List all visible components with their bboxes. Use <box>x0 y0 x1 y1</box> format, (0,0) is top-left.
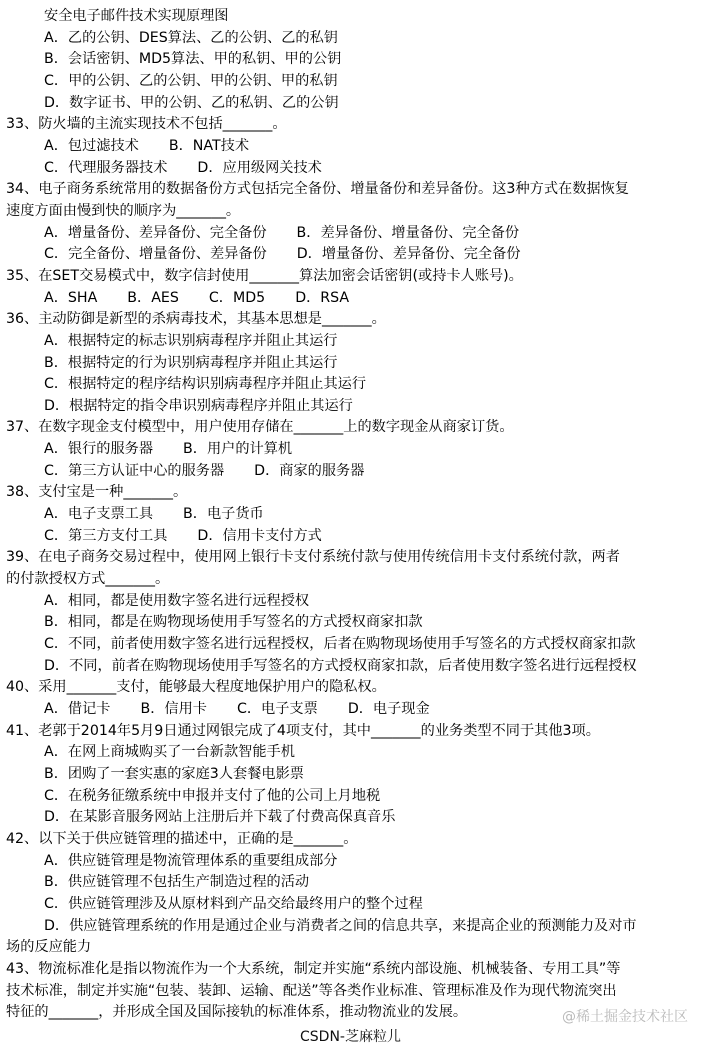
question-line <box>0 309 710 331</box>
option-line <box>0 656 710 678</box>
line-text: D．数字证书、甲的公钥、乙的私钥、乙的公钥 <box>44 94 339 111</box>
option-line <box>0 223 710 245</box>
option-line <box>0 136 710 158</box>
line-text: 41、老郭于2014年5月9日通过网银完成了4项支付，其中_______的业务类型不同于其他3项。 <box>6 722 600 739</box>
option-line <box>0 591 710 613</box>
line-text: C．MD5 <box>208 289 266 306</box>
question-line <box>0 937 710 959</box>
line-text: C．第三方支付工具 <box>44 527 168 544</box>
line-text: A．乙的公钥、DES算法、乙的公钥、乙的私钥 <box>44 29 338 46</box>
line-text: A．在网上商城购买了一台新款智能手机 <box>44 744 295 761</box>
option-line <box>0 916 710 938</box>
question-line <box>0 547 710 569</box>
line-text: D．不同，前者在购物现场使用手写签名的方式授权商家扣款，后者使用数字签名进行远程授权 <box>44 657 637 674</box>
line-text: D．RSA <box>295 289 350 306</box>
line-text: 场的反应能力 <box>6 939 92 956</box>
line-text: C．代理服务器技术 <box>44 159 168 176</box>
line-text: B．差异备份、增量备份、完全备份 <box>296 224 520 241</box>
line-text: D．信用卡支付方式 <box>197 527 322 544</box>
option-line <box>0 807 710 829</box>
line-text: C．甲的公钥、乙的公钥、甲的公钥、甲的私钥 <box>44 72 338 89</box>
line-text: A．根据特定的标志识别病毒程序并阻止其运行 <box>44 332 338 349</box>
line-text: C．供应链管理涉及从原材料到产品交给最终用户的整个过程 <box>44 895 423 912</box>
line-text: 34、电子商务系统常用的数据备份方式包括完全备份、增量备份和差异备份。这3种方式在数据恢复 <box>6 181 629 198</box>
question-line <box>0 721 710 743</box>
option-line <box>0 851 710 873</box>
line-text: A．借记卡 <box>44 701 111 717</box>
question-line <box>0 677 710 699</box>
line-text: 35、在SET交易模式中，数字信封使用_______算法加密会话密钥(或持卡人账号)。 <box>6 267 523 284</box>
line-text: D．电子现金 <box>347 701 430 717</box>
line-text: A．增量备份、差异备份、完全备份 <box>44 224 267 241</box>
option-line <box>0 374 710 396</box>
line-text: B．用户的计算机 <box>183 441 293 458</box>
line-text: D．应用级网关技术 <box>197 159 322 176</box>
line-text: D．供应链管理系统的作用是通过企业与消费者之间的信息共享，来提高企业的预测能力及对市 <box>44 917 637 934</box>
line-text: B．电子货币 <box>183 506 264 523</box>
line-text: A．银行的服务器 <box>44 441 154 458</box>
line-text: A．电子支票工具 <box>44 506 154 523</box>
option-line <box>0 786 710 808</box>
csdn-author-footer: CSDN-芝麻粒儿 <box>300 1029 401 1045</box>
line-text: B．NAT技术 <box>168 137 250 154</box>
option-line <box>0 764 710 786</box>
question-line <box>0 201 710 223</box>
watermark-text: @稀土掘金技术社区 <box>562 1009 688 1025</box>
line-text: 速度方面由慢到快的顺序为_______。 <box>6 202 241 219</box>
option-line <box>0 49 710 71</box>
option-line <box>0 244 710 266</box>
line-text: C．在税务征缴系统中申报并支付了他的公司上月地税 <box>44 787 381 804</box>
line-text: A．供应链管理是物流管理体系的重要组成部分 <box>44 852 338 869</box>
line-text: B．AES <box>127 289 179 306</box>
option-line <box>0 158 710 180</box>
question-line <box>0 417 710 439</box>
question-line <box>0 6 710 28</box>
option-line <box>0 28 710 50</box>
line-text: C．电子支票 <box>236 701 318 717</box>
line-text: 安全电子邮件技术实现原理图 <box>44 8 229 24</box>
line-text: B．根据特定的行为识别病毒程序并阻止其运行 <box>44 354 338 371</box>
line-text: B．供应链管理不包括生产制造过程的活动 <box>44 874 310 891</box>
option-line <box>0 353 710 375</box>
line-text: C．不同，前者使用数字签名进行远程授权，后者在购物现场使用手写签名的方式授权商家扣款 <box>44 636 636 653</box>
question-line <box>0 569 710 591</box>
question-line <box>0 981 710 1003</box>
line-text: B．相同，都是在购物现场使用手写签名的方式授权商家扣款 <box>44 614 423 631</box>
question-line <box>0 829 710 851</box>
line-text: 36、主动防御是新型的杀病毒技术，其基本思想是_______。 <box>6 311 386 328</box>
line-text: A．包过滤技术 <box>44 137 139 154</box>
line-text: D．商家的服务器 <box>254 462 365 479</box>
option-line <box>0 461 710 483</box>
line-text: C．完全备份、增量备份、差异备份 <box>44 246 267 263</box>
question-line <box>0 482 710 504</box>
line-text: D．增量备份、差异备份、完全备份 <box>296 246 521 263</box>
juejin-watermark <box>562 1006 688 1026</box>
option-line <box>0 699 710 721</box>
question-line <box>0 959 710 981</box>
option-line <box>0 93 710 115</box>
line-text: 37、在数字现金支付模型中，用户使用存储在_______上的数字现金从商家订货。 <box>6 419 514 436</box>
line-text: C．第三方认证中心的服务器 <box>44 462 225 479</box>
option-line <box>0 396 710 418</box>
question-line <box>0 266 710 288</box>
option-line <box>0 894 710 916</box>
line-text: D．在某影音服务网站上注册后并下载了付费高保真音乐 <box>44 809 396 826</box>
line-text: 技术标准，制定并实施“包装、装卸、运输、配送”等各类作业标准、管理标准及作为现代物流突出 <box>6 982 617 999</box>
line-text: 43、物流标准化是指以物流作为一个大系统，制定并实施“系统内部设施、机械装备、专用工具”等 <box>6 960 621 977</box>
line-text: 38、支付宝是一种_______。 <box>6 484 188 501</box>
option-line <box>0 872 710 894</box>
option-line <box>0 71 710 93</box>
option-line <box>0 504 710 526</box>
line-text: D．根据特定的指令串识别病毒程序并阻止其运行 <box>44 397 353 414</box>
option-line <box>0 612 710 634</box>
line-text: B．团购了一套实惠的家庭3人套餐电影票 <box>44 765 304 782</box>
line-text: 40、采用_______支付，能够最大程度地保护用户的隐私权。 <box>6 679 386 696</box>
line-text: B．会话密钥、MD5算法、甲的私钥、甲的公钥 <box>44 51 342 68</box>
line-text: 特征的_______，并形成全国及国际接轨的标准体系，推动物流业的发展。 <box>6 1004 468 1021</box>
option-line <box>0 526 710 548</box>
question-line <box>0 114 710 136</box>
line-text: B．信用卡 <box>140 701 207 717</box>
option-line <box>0 439 710 461</box>
question-line <box>0 179 710 201</box>
line-text: 33、防火墙的主流实现技术不包括_______。 <box>6 116 287 133</box>
line-text: 39、在电子商务交易过程中，使用网上银行卡支付系统付款与使用传统信用卡支付系统付款，两者 <box>6 549 620 566</box>
line-text: 42、以下关于供应链管理的描述中，正确的是_______。 <box>6 830 358 847</box>
line-text: 的付款授权方式_______。 <box>6 571 170 588</box>
line-text: A．SHA <box>44 289 98 306</box>
option-line <box>0 288 710 310</box>
option-line <box>0 634 710 656</box>
option-line <box>0 742 710 764</box>
option-line <box>0 331 710 353</box>
line-text: C．根据特定的程序结构识别病毒程序并阻止其运行 <box>44 376 367 393</box>
line-text: A．相同，都是使用数字签名进行远程授权 <box>44 592 310 609</box>
